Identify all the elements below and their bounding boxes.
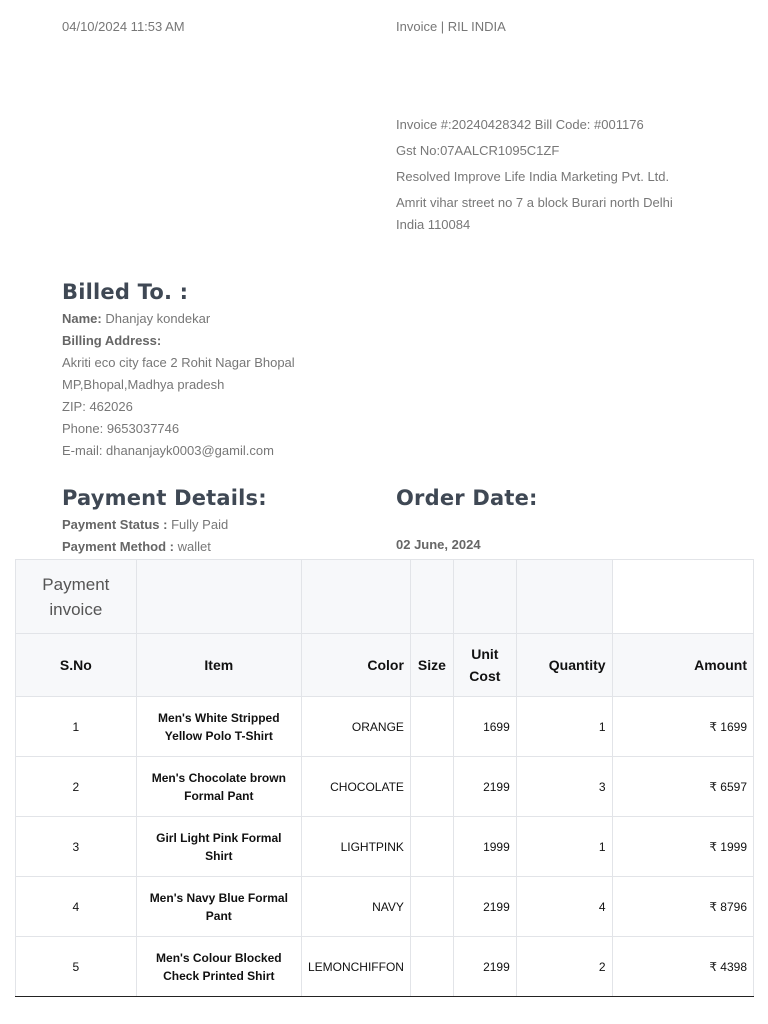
company-info (396, 114, 726, 236)
row-size (410, 817, 453, 877)
row-quantity: 4 (516, 877, 612, 937)
payment-details (62, 514, 362, 558)
row-sno: 4 (16, 877, 137, 937)
billing-address-label: Billing Address: (62, 333, 162, 348)
company-name: Resolved Improve Life India Marketing Pvt. Ltd. (396, 169, 670, 184)
payment-status-label: Payment Status : (62, 517, 168, 532)
row-size (410, 937, 453, 997)
table-row (16, 757, 754, 817)
row-sno: 2 (16, 757, 137, 817)
row-item-line-1: Men's Colour Blocked (156, 950, 282, 965)
billing-address-line-2: MP,Bhopal,Madhya pradesh (62, 377, 225, 392)
payment-status-value: Fully Paid (171, 517, 229, 532)
table-header-row (16, 634, 754, 697)
column-header-color: Color (301, 634, 410, 697)
row-color: LEMONCHIFFON (301, 937, 410, 997)
row-color: NAVY (301, 877, 410, 937)
invoice-number: Invoice #:20240428342 Bill Code: #001176 (396, 117, 644, 132)
row-color: CHOCOLATE (301, 757, 410, 817)
column-header-unit-cost-line-1: Unit (471, 646, 499, 662)
row-unit-cost: 1699 (453, 697, 516, 757)
row-quantity: 1 (516, 817, 612, 877)
row-item-line-1: Men's Chocolate brown (151, 770, 286, 785)
payment-invoice-caption-line-2: invoice (49, 599, 103, 619)
column-header-unit-cost-line-2: Cost (469, 668, 501, 684)
caption-empty-cell (301, 560, 410, 634)
row-size (410, 757, 453, 817)
row-sno: 3 (16, 817, 137, 877)
row-item (136, 757, 301, 817)
invoice-items-table (15, 559, 754, 997)
row-size (410, 877, 453, 937)
payment-method-value: wallet (177, 539, 211, 554)
company-address-line-2: India 110084 (396, 217, 471, 232)
row-unit-cost: 2199 (453, 937, 516, 997)
row-item (136, 877, 301, 937)
payment-details-heading: Payment Details: (62, 486, 267, 510)
row-size (410, 697, 453, 757)
column-header-sno: S.No (16, 634, 137, 697)
row-amount: ₹ 1699 (612, 697, 753, 757)
column-header-quantity: Quantity (516, 634, 612, 697)
order-date-heading: Order Date: (396, 486, 538, 510)
caption-empty-cell (453, 560, 516, 634)
row-unit-cost: 2199 (453, 757, 516, 817)
document-title: Invoice | RIL INDIA (396, 19, 506, 34)
company-address-line-1: Amrit vihar street no 7 a block Burari north Delhi (396, 195, 673, 210)
caption-empty-cell (516, 560, 612, 634)
billing-phone: Phone: 9653037746 (62, 421, 180, 436)
row-item-line-2: Shirt (205, 848, 233, 863)
row-item-line-2: Pant (205, 908, 232, 923)
row-item (136, 817, 301, 877)
payment-invoice-caption-line-1: Payment (42, 574, 110, 594)
order-date-value: 02 June, 2024 (396, 537, 481, 552)
billed-to-heading: Billed To. : (62, 280, 189, 304)
column-header-size: Size (410, 634, 453, 697)
caption-empty-cell (612, 560, 753, 634)
row-quantity: 3 (516, 757, 612, 817)
payment-method-label: Payment Method : (62, 539, 174, 554)
caption-empty-cell (410, 560, 453, 634)
row-amount: ₹ 4398 (612, 937, 753, 997)
row-amount: ₹ 6597 (612, 757, 753, 817)
row-amount: ₹ 8796 (612, 877, 753, 937)
column-header-amount: Amount (612, 634, 753, 697)
gst-number: Gst No:07AALCR1095C1ZF (396, 143, 560, 158)
row-unit-cost: 2199 (453, 877, 516, 937)
row-item-line-1: Men's White Stripped (158, 710, 280, 725)
row-item-line-2: Formal Pant (184, 788, 254, 803)
table-caption-row (16, 560, 754, 634)
row-quantity: 1 (516, 697, 612, 757)
column-header-unit-cost (453, 634, 516, 697)
table-row (16, 817, 754, 877)
row-color: LIGHTPINK (301, 817, 410, 877)
table-row (16, 697, 754, 757)
row-sno: 5 (16, 937, 137, 997)
billed-name-label: Name: (62, 311, 102, 326)
row-color: ORANGE (301, 697, 410, 757)
row-item-line-1: Men's Navy Blue Formal (149, 890, 288, 905)
table-row (16, 937, 754, 997)
table-row (16, 877, 754, 937)
column-header-item: Item (136, 634, 301, 697)
row-item-line-2: Yellow Polo T-Shirt (164, 728, 273, 743)
row-amount: ₹ 1999 (612, 817, 753, 877)
row-item-line-2: Check Printed Shirt (163, 968, 275, 983)
billing-email: E-mail: dhananjayk0003@gamil.com (62, 443, 274, 458)
print-datetime: 04/10/2024 11:53 AM (62, 19, 185, 34)
caption-empty-cell (136, 560, 301, 634)
row-unit-cost: 1999 (453, 817, 516, 877)
row-quantity: 2 (516, 937, 612, 997)
billed-name-value: Dhanjay kondekar (105, 311, 211, 326)
billed-to-details (62, 308, 382, 462)
row-sno: 1 (16, 697, 137, 757)
billing-zip: ZIP: 462026 (62, 399, 133, 414)
row-item (136, 697, 301, 757)
row-item (136, 937, 301, 997)
payment-invoice-caption (16, 560, 137, 634)
billing-address-line-1: Akriti eco city face 2 Rohit Nagar Bhopal (62, 355, 295, 370)
row-item-line-1: Girl Light Pink Formal (156, 830, 282, 845)
